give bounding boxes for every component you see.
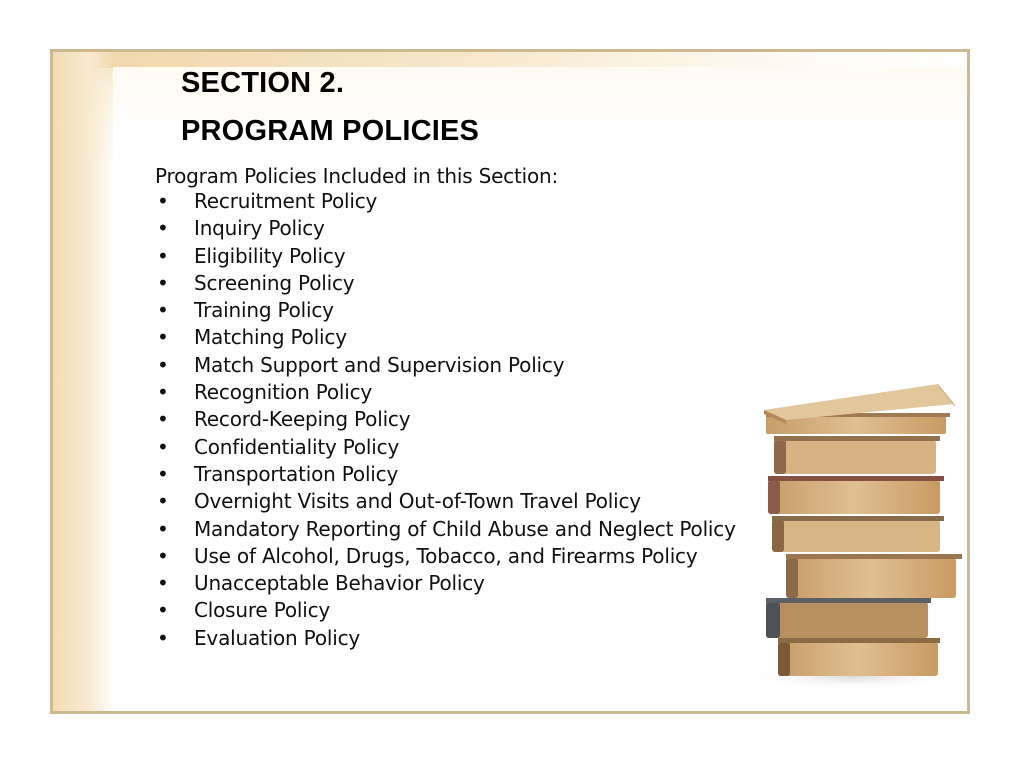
policy-item: • Inquiry Policy bbox=[155, 217, 775, 239]
policy-item: • Evaluation Policy bbox=[155, 627, 775, 649]
policy-item: • Screening Policy bbox=[155, 272, 775, 294]
policy-item: • Overnight Visits and Out-of-Town Travel Policy bbox=[155, 490, 775, 512]
policy-item: • Transportation Policy bbox=[155, 463, 775, 485]
policy-item: • Match Support and Supervision Policy bbox=[155, 354, 775, 376]
policy-item: • Recruitment Policy bbox=[155, 190, 775, 212]
policy-item: • Use of Alcohol, Drugs, Tobacco, and Firearms Policy bbox=[155, 545, 775, 567]
slide-body bbox=[155, 163, 775, 654]
policy-item: • Record-Keeping Policy bbox=[155, 408, 775, 430]
book-stack-image bbox=[758, 380, 968, 690]
policy-item: • Eligibility Policy bbox=[155, 245, 775, 267]
policy-list bbox=[155, 190, 775, 649]
intro-text: Program Policies Included in this Section: bbox=[155, 164, 559, 188]
policy-item: • Closure Policy bbox=[155, 599, 775, 621]
title-line-heading: PROGRAM POLICIES bbox=[181, 115, 480, 147]
title-line-section: SECTION 2. bbox=[181, 67, 345, 99]
policy-item: • Matching Policy bbox=[155, 326, 775, 348]
policy-item: • Unacceptable Behavior Policy bbox=[155, 572, 775, 594]
policy-item: • Confidentiality Policy bbox=[155, 436, 775, 458]
slide-title bbox=[181, 66, 479, 148]
policy-item: • Mandatory Reporting of Child Abuse and Neglect Policy bbox=[155, 518, 775, 540]
policy-item: • Training Policy bbox=[155, 299, 775, 321]
frame-left-band bbox=[53, 52, 115, 711]
policy-item: • Recognition Policy bbox=[155, 381, 775, 403]
